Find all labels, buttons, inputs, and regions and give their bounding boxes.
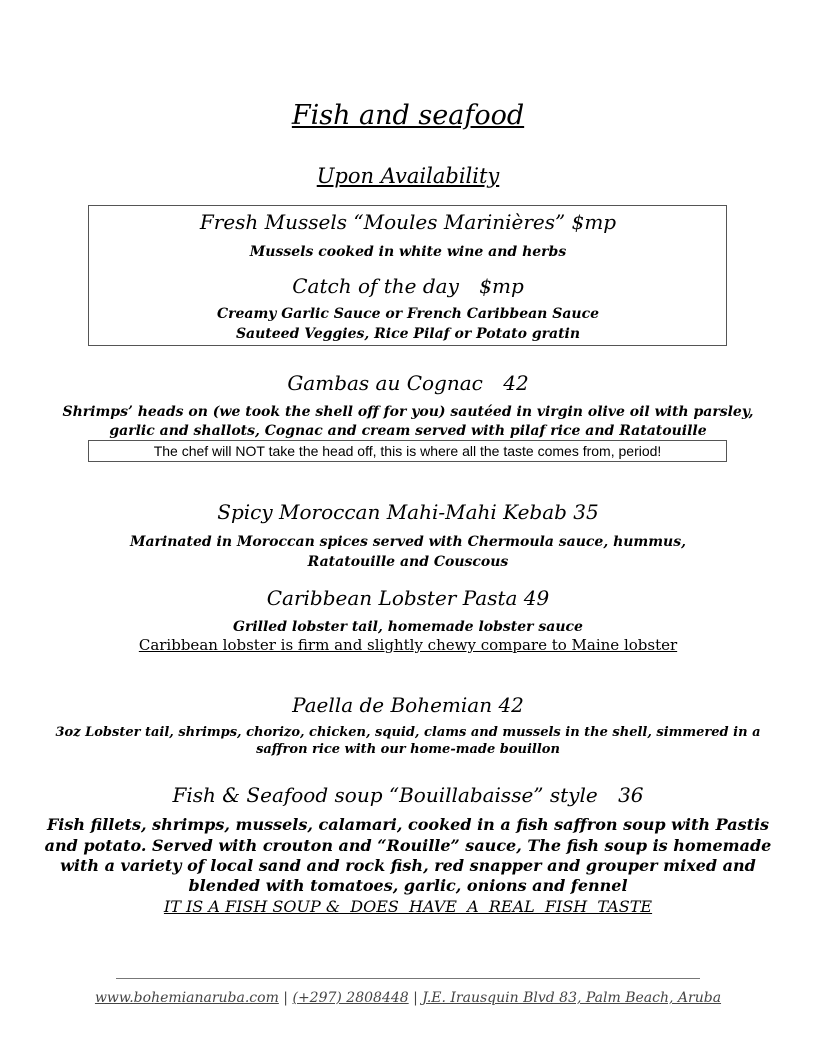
mussels-desc: Mussels cooked in white wine and herbs bbox=[249, 244, 567, 260]
soup-desc-3: with a variety of local sand and rock fish, red snapper and grouper mixed and bbox=[60, 856, 756, 875]
lobster-title: Caribbean Lobster Pasta 49 bbox=[266, 586, 550, 610]
page-subtitle: Upon Availability bbox=[316, 164, 500, 188]
soup-desc-4: blended with tomatoes, garlic, onions and fennel bbox=[188, 876, 628, 895]
page-title: Fish and seafood bbox=[291, 100, 525, 131]
paella-title: Paella de Bohemian 42 bbox=[292, 693, 524, 717]
catch-title bbox=[0, 274, 816, 298]
paella-desc-2: saffron rice with our home-made bouillon bbox=[256, 742, 560, 757]
gambas-desc-2: garlic and shallots, Cognac and cream served with pilaf rice and Ratatouille bbox=[109, 423, 707, 439]
kebab-desc-2: Ratatouille and Couscous bbox=[307, 554, 509, 570]
catch-desc-2: Sauteed Veggies, Rice Pilaf or Potato gratin bbox=[235, 326, 581, 342]
gambas-name: Gambas au Cognac bbox=[287, 371, 483, 395]
kebab-title: Spicy Moroccan Mahi-Mahi Kebab 35 bbox=[217, 500, 599, 524]
soup-title bbox=[0, 783, 816, 807]
soup-warning: IT IS A FISH SOUP & DOES HAVE A REAL FISH TASTE bbox=[163, 897, 653, 916]
phone-link[interactable]: (+297) 2808448 bbox=[292, 990, 409, 1006]
mussels-title bbox=[0, 210, 816, 234]
soup-desc-2: and potato. Served with crouton and “Rouille” sauce, The fish soup is homemade bbox=[44, 836, 772, 855]
lobster-note: Caribbean lobster is firm and slightly chewy compare to Maine lobster bbox=[138, 636, 678, 654]
catch-price: $mp bbox=[479, 274, 524, 298]
lobster-desc: Grilled lobster tail, homemade lobster sauce bbox=[233, 619, 583, 635]
footer bbox=[0, 990, 816, 1006]
catch-desc-1: Creamy Garlic Sauce or French Caribbean Sauce bbox=[216, 306, 600, 322]
gambas-desc-1: Shrimps’ heads on (we took the shell off for you) sautéed in virgin olive oil with parsley, bbox=[62, 404, 754, 420]
footer-separator: | bbox=[408, 990, 423, 1006]
address-link[interactable]: J.E. Irausquin Blvd 83, Palm Beach, Aruba bbox=[422, 990, 722, 1006]
website-link[interactable]: www.bohemianaruba.com bbox=[94, 990, 279, 1006]
catch-name: Catch of the day bbox=[292, 274, 459, 298]
soup-name: Fish & Seafood soup “Bouillabaisse” style bbox=[172, 783, 598, 807]
gambas-title bbox=[0, 371, 816, 395]
paella-desc-1: 3oz Lobster tail, shrimps, chorizo, chicken, squid, clams and mussels in the shell, simmered in a bbox=[55, 725, 761, 740]
footer-divider bbox=[116, 978, 700, 979]
mussels-name: Fresh Mussels “Moules Marinières” bbox=[199, 210, 566, 234]
mussels-price: $mp bbox=[571, 210, 617, 234]
soup-desc-1: Fish fillets, shrimps, mussels, calamari, cooked in a fish saffron soup with Pastis bbox=[46, 815, 770, 834]
soup-price: 36 bbox=[618, 783, 644, 807]
kebab-desc-1: Marinated in Moroccan spices served with Chermoula sauce, hummus, bbox=[129, 534, 686, 550]
footer-separator: | bbox=[278, 990, 293, 1006]
gambas-note: The chef will NOT take the head off, this is where all the taste comes from, period! bbox=[88, 440, 727, 462]
gambas-price: 42 bbox=[503, 371, 529, 395]
